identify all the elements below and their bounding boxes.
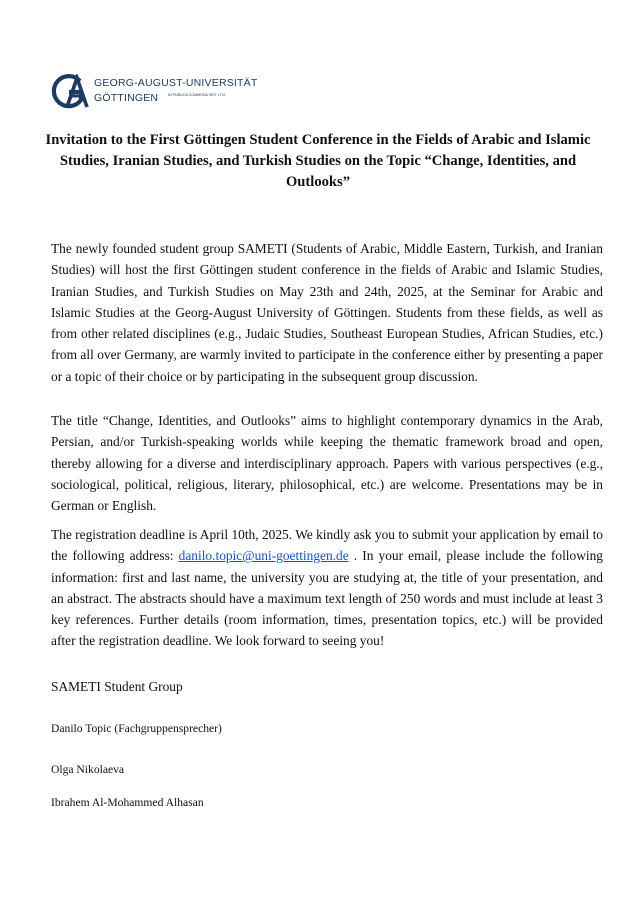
- paragraph-registration: [51, 524, 603, 652]
- university-name-line2: GÖTTINGEN: [94, 92, 159, 104]
- registration-text-start: The registration deadline is April 10th, 2025. We kindly ask you to submit your application by email to the following address:: [51, 527, 603, 564]
- document-title: Invitation to the First Göttingen Student Conference in the Fields of Arabic and Islamic Studies, Iranian Studies, and Turkish Studies on the Topic “Change, Identities, and Outlooks”: [45, 132, 591, 190]
- signatory-name: Ibrahem Al-Mohammed Alhasan: [51, 796, 204, 809]
- registration-text-end: . In your email, please include the following information: first and last name, the university you are studying at, the title of your presentation, and an abstract. The abstracts should have a maximum text length of 250 words and must include at least 3 key references. Further details (room information, times, presentation topics, etc.) will be provided after the registration deadline. We look forward to seeing you!: [51, 548, 603, 649]
- email-link[interactable]: danilo.topic@uni-goettingen.de: [178, 548, 349, 564]
- signatory-name: Danilo Topic (Fachgruppensprecher): [51, 722, 222, 735]
- signatory-name: Olga Nikolaeva: [51, 763, 125, 776]
- university-logo: [50, 74, 258, 110]
- signature-group: SAMETI Student Group: [51, 679, 183, 694]
- university-name-line1: GEORG-AUGUST-UNIVERSITÄT: [94, 77, 258, 89]
- paragraph-topic: The title “Change, Identities, and Outlooks” aims to highlight contemporary dynamics in the Arab, Persian, and/or Turkish-speaking worlds while keeping the thematic framework broad and open, thereby allowing for a diverse and interdisciplinary approach. Papers with various perspectives (e.g., sociological, political, religious, literary, philosophical, etc.) are welcome. Presentations may be in German or English.: [51, 413, 603, 514]
- university-tagline: IN PUBLICA COMMODA SEIT 1737: [168, 93, 226, 97]
- ga-monogram-icon: [50, 74, 92, 110]
- paragraph-intro: The newly founded student group SAMETI (Students of Arabic, Middle Eastern, Turkish, and Iranian Studies) will host the first Göttingen student conference in the fields of Arabic and Islamic Studies, Iranian Studies, and Turkish Studies on May 23th and 24th, 2025, at the Seminar for Arabic and Islamic Studies at the Georg-August University of Göttingen. Students from these fields, as well as from other related disciplines (e.g., Judaic Studies, Southeast European Studies, African Studies, etc.) from all over Germany, are warmly invited to participate in the conference either by presenting a paper or a topic of their choice or by participating in the subsequent group discussion.: [51, 241, 603, 384]
